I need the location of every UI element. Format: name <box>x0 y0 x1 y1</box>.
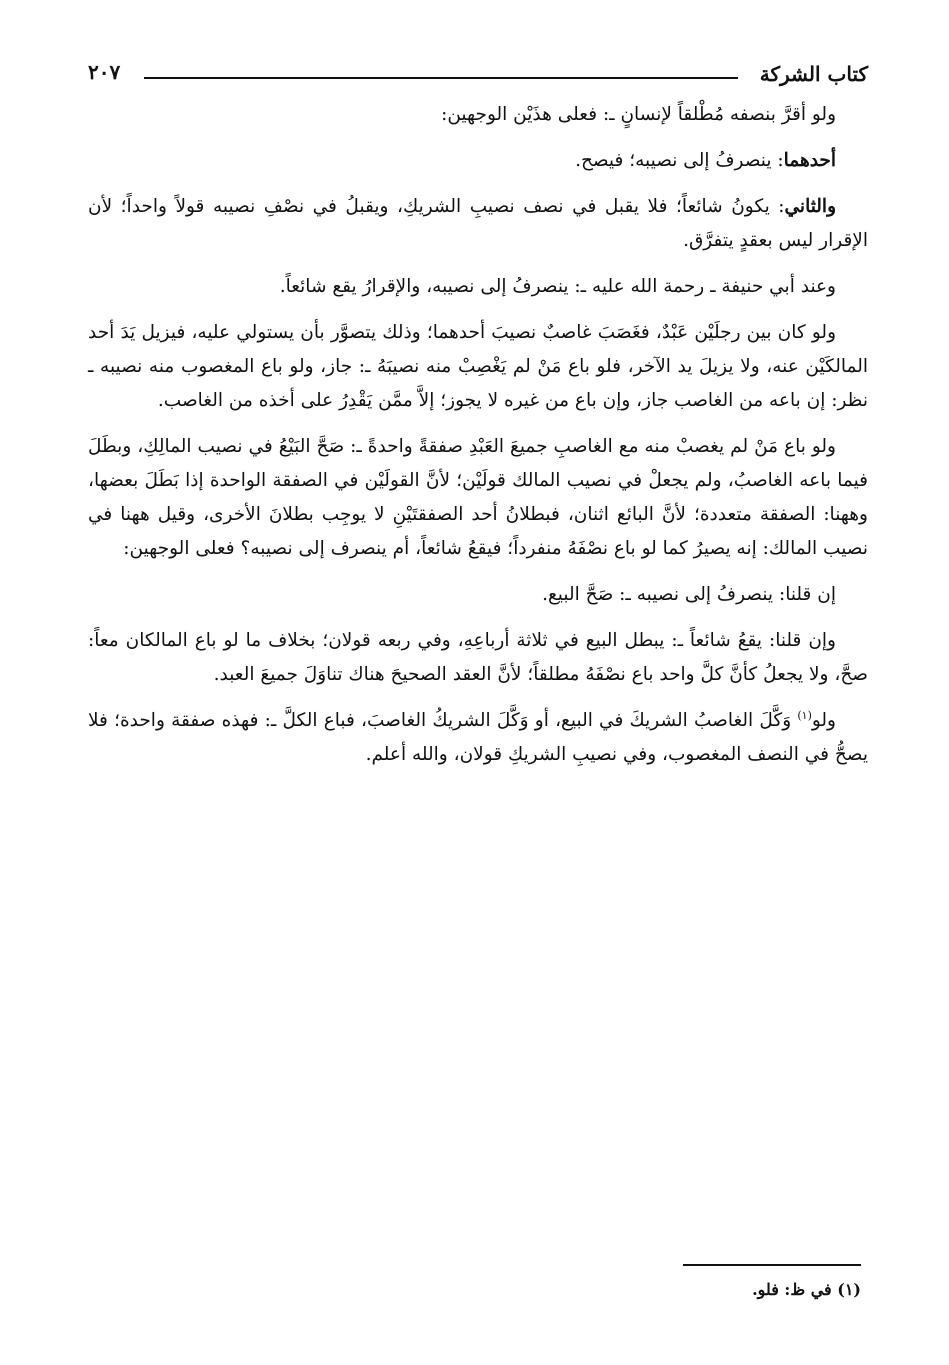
running-header <box>88 58 868 98</box>
paragraph-9: ولو$^{(١)}$ وَكَّلَ الغاصبُ الشريكَ في البيع، أو وَكَّلَ الشريكُ الغاصبَ، فباع الكلَّ ـ: فهذه صفقة واحدة؛ فلا يصحُّ في النصف المغصوب، وفي نصيبِ الشريكِ قولان، والله أعلم. <box>88 708 868 765</box>
paragraph-8: وإن قلنا: يقعُ شائعاً ـ: يبطل البيع في ثلاثة أرباعِهِ، وفي ربعه قولان؛ بخلاف ما لو باع المالكان معاً: صحَّ، ولا يجعلُ كأنَّ كلَّ واحد باع نصْفَهُ مطلقاً؛ لأنَّ العقد الصحيحَ هناك تناوَلَ جميعَ العبد. <box>88 630 868 685</box>
paragraph-lead: والثاني <box>784 196 836 217</box>
footnote: (١) في ظ: فلو. <box>752 1280 861 1299</box>
page-number: ٢٠٧ <box>88 60 121 84</box>
paragraph-7: إن قلنا: ينصرفُ إلى نصيبه ـ: صَحَّ البيع. <box>542 584 836 605</box>
paragraph-1: ولو أقرَّ بنصفه مُطْلقاً لإنسانٍ ـ: فعلى هذَيْن الوجهين: <box>441 104 836 125</box>
paragraph-2: أحدهما: ينصرفُ إلى نصيبه؛ فيصح. <box>575 150 836 171</box>
paragraph-4: وعند أبي حنيفة ـ رحمة الله عليه ـ: ينصرفُ إلى نصيبه، والإقرارُ يقع شائعاً. <box>279 276 836 297</box>
paragraph-5: ولو كان بين رجلَيْن عَبْدٌ، فغَصَبَ غاصبٌ نصيبَ أحدهما؛ وذلك يتصوَّر بأن يستولي عليه، فيزيل يَدَ أحد المالكَيْن عنه، ولا يزيلَ يد الآخر، فلو باع مَنْ لم يَغْصِبْ منه نصيبَهُ ـ: جاز، ولو باع المغصوب منه نصيبه ـ نظر: إن باعه من الغاصب جاز، وإن باع من غيره لا يجوز؛ إلاَّ ممَّن يَقْدِرُ على أخذه من الغاصب. <box>88 322 868 411</box>
chapter-title: كتاب الشركة <box>759 62 868 86</box>
page <box>88 58 868 784</box>
main-text <box>88 98 868 772</box>
paragraph-6: ولو باع مَنْ لم يغصبْ منه مع الغاصبِ جميعَ العَبْدِ صفقةً واحدةً ـ: صَحَّ البَيْعُ في نصيب المالِكِ، وبطَلَ فيما باعه الغاصبُ، ولم يجعلْ في نصيب المالك قولَيْن؛ لأنَّ القولَيْن في الصفقة الواحدة إذا بَطَلَ بعضها، وههنا: الصفقة متعددة؛ لأنَّ البائع اثنان، فبطلانُ أحد الصفقتَيْنِ لا يوجِب بطلانَ الأخرى، وقيل ههنا في نصيب المالك: إنه يصيرُ كما لو باع نصْفَهُ منفرداً؛ فيقعُ شائعاً، أم ينصرف إلى نصيبه؟ فعلى الوجهين: <box>88 436 868 559</box>
header-rule <box>144 77 738 79</box>
paragraph-3: والثاني: يكونُ شائعاً؛ فلا يقبل في نصف نصيبِ الشريكِ، ويقبلُ في نصْفِ نصيبه قولاً واحداً؛ لأن الإقرار ليس بعقدٍ يتفرَّق. <box>88 196 868 251</box>
footnote-reference: (١) <box>797 708 812 722</box>
footnote-rule <box>683 1264 861 1266</box>
paragraph-lead: أحدهما <box>783 150 836 171</box>
